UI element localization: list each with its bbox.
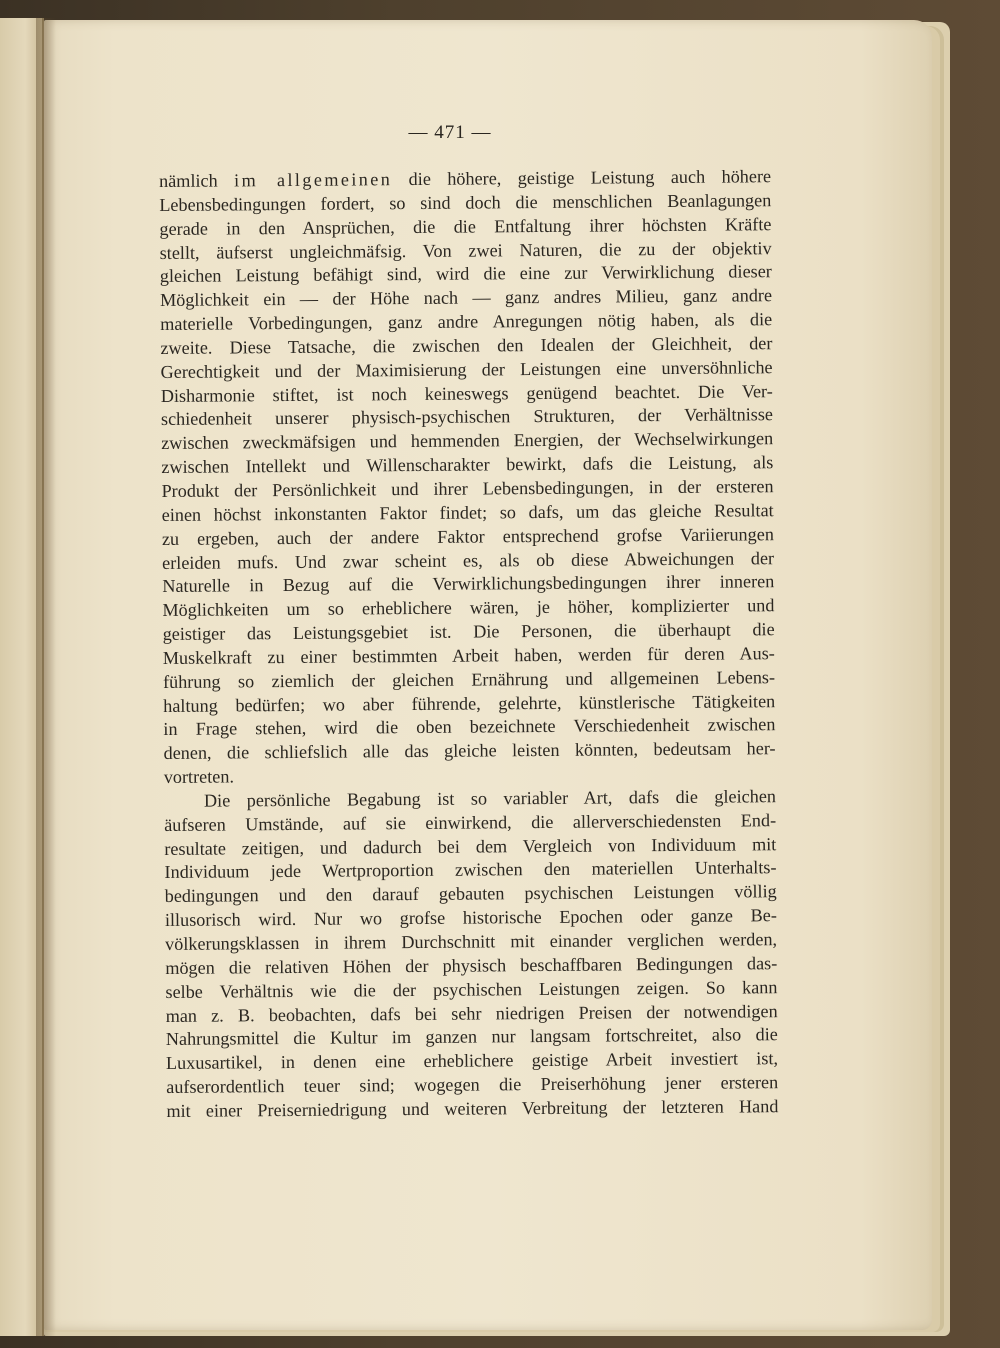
text-line: vortreten. bbox=[163, 766, 235, 788]
text-line: denen, die schliefslich alle das gleiche leisten könnten, bedeutsam her- bbox=[163, 738, 776, 764]
gutter-shadow bbox=[36, 18, 56, 1336]
text-line: mögen die relativen Höhen der physisch beschaffbaren Bedingungen das- bbox=[165, 953, 778, 978]
text-line: Nahrungsmittel die Kultur im ganzen nur langsam fortschreitet, also die bbox=[165, 1024, 778, 1050]
text-line: stellt, äufserst ungleichmäfsig. Von zwei Naturen, die zu der objektiv bbox=[159, 237, 772, 263]
text-line: Lebensbedingungen fordert, so sind doch die menschlichen Beanlagungen bbox=[159, 190, 772, 215]
text-line: Muskelkraft zu einer bestimmten Arbeit haben, werden für deren Aus- bbox=[162, 643, 775, 668]
text-line: zwischen zweckmäfsigen und hemmenden Energien, der Wechselwirkungen bbox=[161, 428, 774, 454]
text-line: völkerungsklassen in ihrem Durchschnitt mit einander verglichen werden, bbox=[165, 929, 778, 954]
text-line: gerade in den Ansprüchen, die die Entfaltung ihrer höchsten Kräfte bbox=[159, 213, 772, 239]
emphasized-text: im allgemeinen bbox=[234, 169, 393, 191]
text-fragment: nämlich bbox=[159, 170, 235, 191]
text-line: gleichen Leistung befähigt sind, wird die eine zur Verwirklichung dieser bbox=[159, 261, 772, 287]
text-line: geistiger das Leistungsgebiet ist. Die Personen, die überhaupt die bbox=[162, 619, 775, 645]
text-line: bedingungen und den darauf gebauten psychischen Leistungen völlig bbox=[164, 881, 777, 907]
text-line: zwischen Intellekt und Willenscharakter bewirkt, dafs die Leistung, als bbox=[161, 452, 774, 478]
text-line: Individuum jede Wertproportion zwischen den materiellen Unterhalts- bbox=[164, 857, 777, 883]
text-line: äufseren Umstände, auf sie einwirkend, die allerverschiedensten End- bbox=[164, 809, 777, 835]
text-line: in Frage stehen, wird die oben bezeichnete Verschiedenheit zwischen bbox=[163, 714, 776, 740]
text-line: Möglichkeiten um so erheblichere wären, je höher, komplizierter und bbox=[162, 595, 775, 621]
text-line: erleiden mufs. Und zwar scheint es, als ob diese Abweichungen der bbox=[162, 547, 775, 573]
page-number: — 471 — bbox=[408, 122, 492, 143]
text-line: illusorisch wird. Nur wo grofse historische Epochen oder ganze Be- bbox=[164, 905, 777, 931]
text-line: materielle Vorbedingungen, ganz andre Anregungen nötig haben, als die bbox=[160, 309, 773, 335]
body-text bbox=[159, 165, 778, 1124]
text-line: man z. B. beobachten, dafs bei sehr niedrigen Preisen der notwendigen bbox=[165, 1000, 778, 1026]
text-line: einen höchst inkonstanten Faktor findet; so dafs, um das gleiche Resultat bbox=[161, 499, 774, 525]
text-fragment: die höhere, geistige Leistung auch höhere bbox=[392, 166, 772, 190]
text-line: Gerechtigkeit und der Maximisierung der Leistungen eine unversöhnliche bbox=[160, 356, 773, 382]
text-line: resultate zeitigen, und dadurch bei dem Vergleich von Individuum mit bbox=[164, 833, 777, 859]
text-line: aufserordentlich teuer sind; wogegen die Preiserhöhung jener ersteren bbox=[166, 1072, 779, 1098]
text-line: haltung bedürfen; wo aber führende, gelehrte, künstlerische Tätigkeiten bbox=[163, 690, 776, 716]
text-line: Luxusartikel, in denen eine erheblichere geistige Arbeit investiert ist, bbox=[165, 1048, 779, 1074]
text-line: Möglichkeit ein — der Höhe nach — ganz andres Milieu, ganz andre bbox=[159, 285, 773, 311]
text-line: selbe Verhältnis wie die der psychischen Leistungen zeigen. So kann bbox=[165, 976, 778, 1002]
text-line: zweite. Diese Tatsache, die zwischen den Idealen der Gleichheit, der bbox=[160, 333, 773, 358]
text-line: führung so ziemlich der gleichen Ernährung und allgemeinen Lebens- bbox=[162, 666, 776, 692]
text-line: schiedenheit unserer physisch-psychischen Strukturen, der Verhältnisse bbox=[160, 404, 774, 430]
text-line: mit einer Preiserniedrigung und weiteren Verbreitung der letzteren Hand bbox=[166, 1096, 779, 1121]
text-line: zu ergeben, auch der andere Faktor entsprechend grofse Variierungen bbox=[161, 523, 774, 549]
text-line: Die persönliche Begabung ist so variabler Art, dafs die gleichen bbox=[203, 786, 777, 811]
text-line: Produkt der Persönlichkeit und ihrer Lebensbedingungen, in der ersteren bbox=[161, 476, 774, 501]
text-line: Naturelle in Bezug auf die Verwirklichungsbedingungen ihrer inneren bbox=[162, 571, 775, 597]
text-line: Disharmonie stiftet, ist noch keineswegs genügend beachtet. Die Ver- bbox=[160, 380, 773, 406]
